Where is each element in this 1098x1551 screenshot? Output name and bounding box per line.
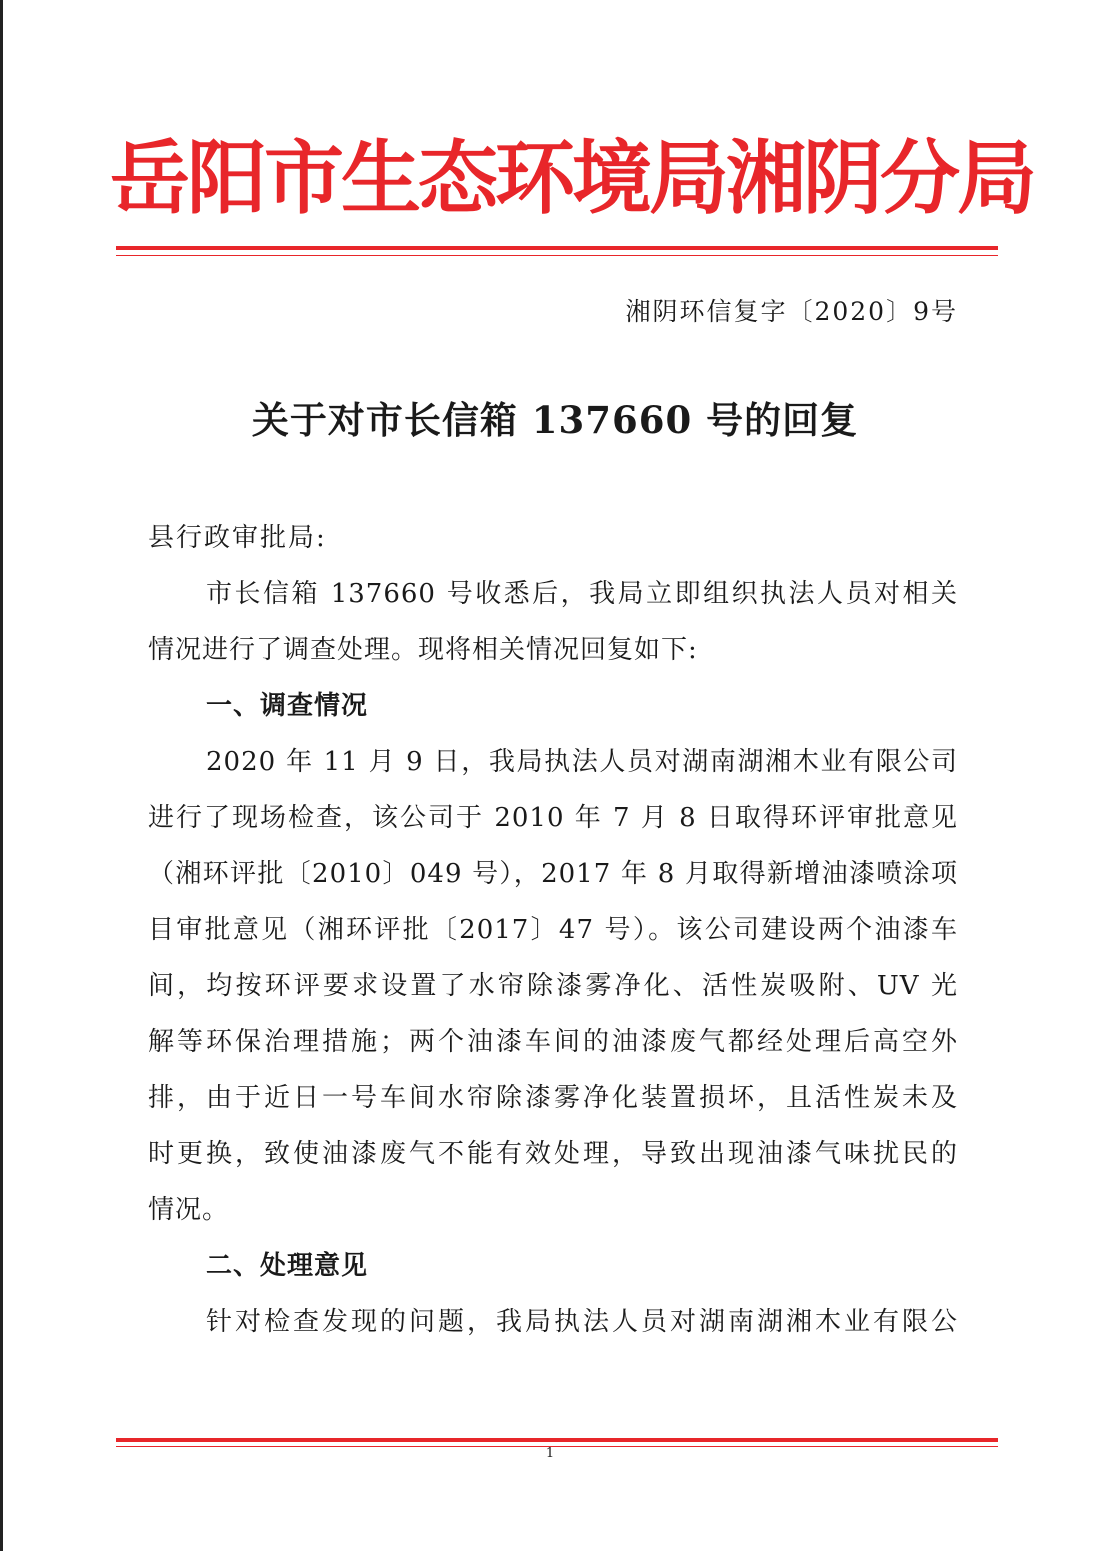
paragraph-line: 情况。 (148, 1195, 230, 1225)
paragraph-line: 目审批意见（湘环评批〔2017〕47 号）。该公司建设两个油漆车 (148, 915, 958, 945)
section-heading-investigation: 一、调查情况 (206, 691, 369, 721)
paragraph-line: （湘环评批〔2010〕049 号），2017 年 8 月取得新增油漆喷涂项 (148, 859, 958, 889)
addressee: 县行政审批局: (148, 523, 327, 553)
document-title: 关于对市长信箱 137660 号的回复 (251, 398, 859, 442)
paragraph-line: 进行了现场检查，该公司于 2010 年 7 月 8 日取得环评审批意见 (148, 803, 958, 833)
page-edge (0, 0, 3, 1551)
document-body (148, 566, 958, 1350)
intro-line: 情况进行了调查处理。现将相关情况回复如下: (148, 635, 698, 665)
letterhead-red-rule-thin (116, 255, 998, 256)
paragraph-line: 解等环保治理措施；两个油漆车间的油漆废气都经处理后高空外 (148, 1027, 958, 1057)
paragraph-line: 针对检查发现的问题，我局执法人员对湖南湖湘木业有限公 (206, 1307, 958, 1337)
intro-line: 市长信箱 137660 号收悉后，我局立即组织执法人员对相关 (206, 579, 958, 609)
footer-red-rule-thick (116, 1438, 998, 1442)
page-number: 1 (545, 1446, 555, 1461)
document-number: 湘阴环信复字〔2020〕9号 (625, 297, 958, 326)
paragraph-line: 排，由于近日一号车间水帘除漆雾净化装置损坏，且活性炭未及 (148, 1083, 958, 1113)
letterhead-title: 岳阳市生态环境局湘阴分局 (110, 131, 1034, 225)
section-heading-handling: 二、处理意见 (206, 1251, 369, 1281)
paragraph-line: 时更换，致使油漆废气不能有效处理，导致出现油漆气味扰民的 (148, 1139, 958, 1169)
letterhead-red-rule-thick (116, 246, 998, 250)
paragraph-line: 间，均按环评要求设置了水帘除漆雾净化、活性炭吸附、UV 光 (148, 971, 958, 1001)
paragraph-line: 2020 年 11 月 9 日，我局执法人员对湖南湖湘木业有限公司 (206, 747, 958, 777)
